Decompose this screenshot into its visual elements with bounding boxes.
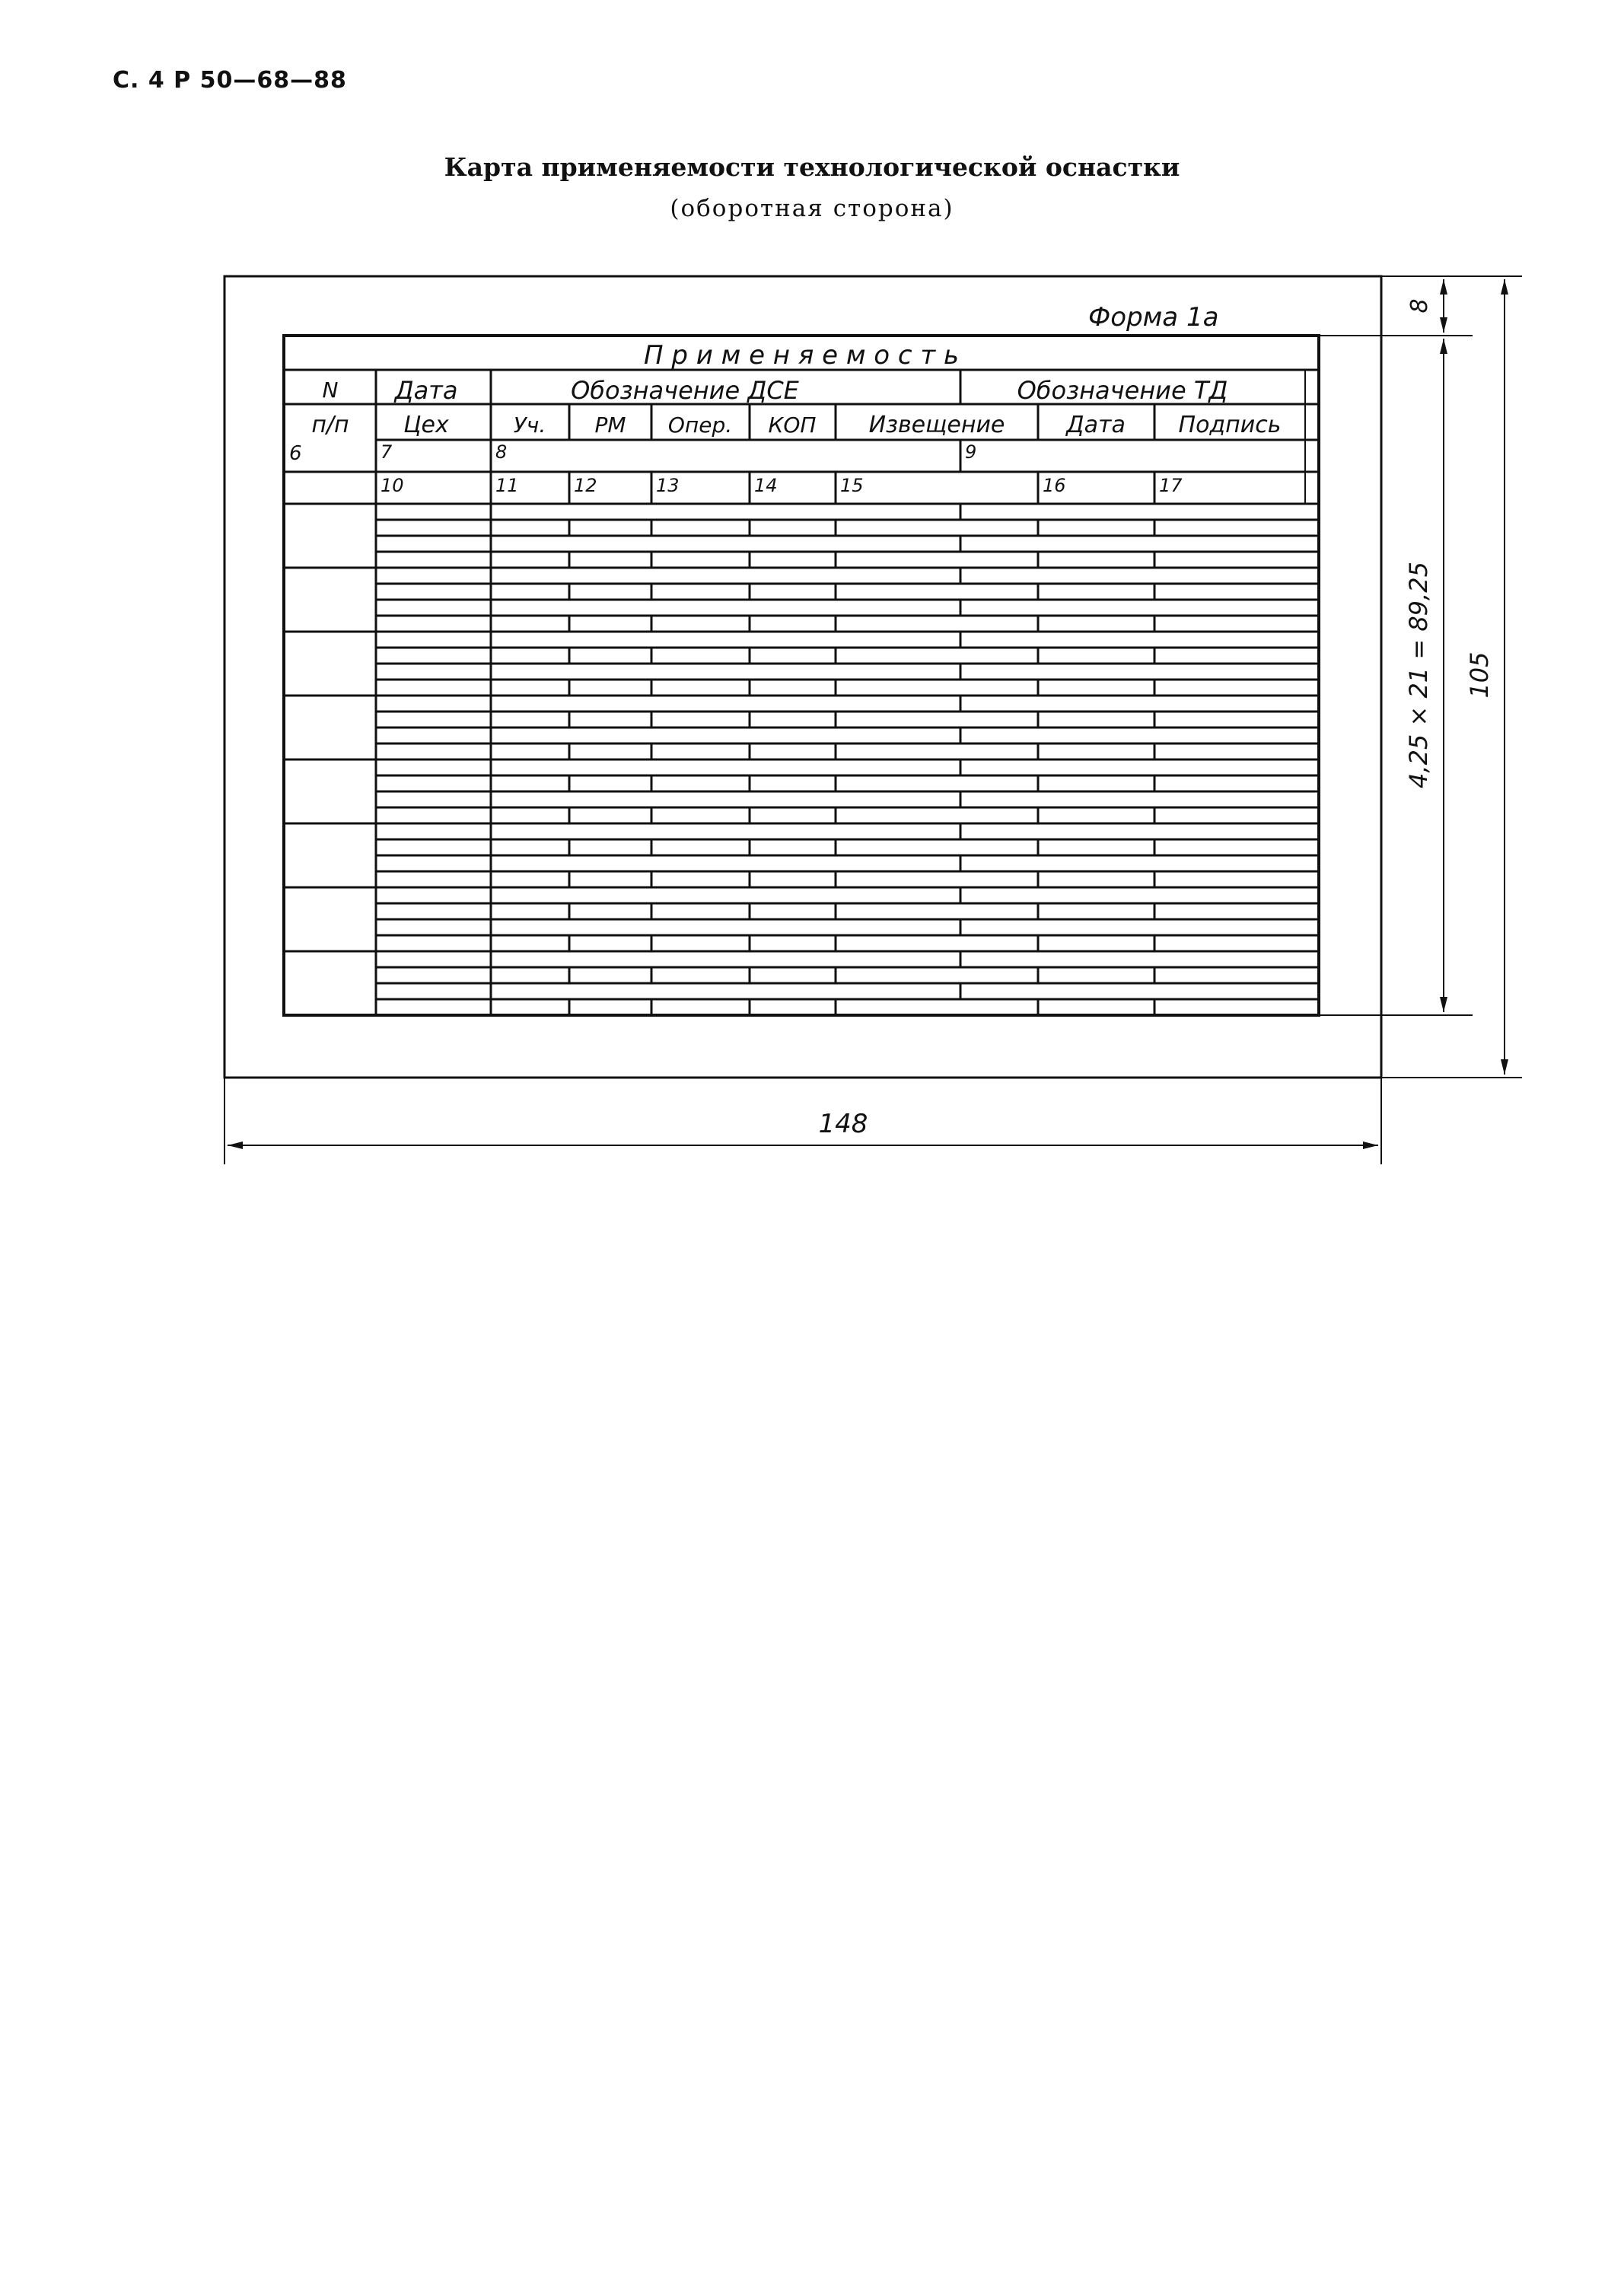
- header-dce: Обозначение ДСЕ: [571, 376, 799, 405]
- blank-entry-rows: [284, 504, 1319, 1015]
- document-subtitle: (оборотная сторона): [670, 195, 954, 222]
- header-signature: Подпись: [1178, 412, 1282, 438]
- dim-width: 148: [818, 1109, 868, 1139]
- field-num-16: 16: [1043, 475, 1066, 496]
- field-num-13: 13: [656, 475, 680, 496]
- dim-rows-formula: 4,25 × 21 = 89,25: [1404, 562, 1433, 788]
- field-num-7: 7: [381, 441, 393, 463]
- header-num-line1: N: [322, 377, 339, 403]
- field-num-15: 15: [840, 475, 864, 496]
- header-num-line2: п/п: [311, 412, 349, 438]
- field-num-8: 8: [495, 441, 508, 463]
- field-num-17: 17: [1159, 475, 1183, 496]
- page-header: С. 4 Р 50—68—88: [113, 67, 347, 94]
- header-date: Дата: [394, 376, 458, 405]
- field-num-10: 10: [381, 475, 404, 496]
- dim-top-margin: 8: [1406, 298, 1433, 314]
- field-num-9: 9: [965, 441, 977, 463]
- table-title: П р и м е н я е м о с т ь: [643, 340, 960, 371]
- form-label: Форма 1а: [1088, 302, 1219, 333]
- field-num-14: 14: [754, 475, 778, 496]
- field-num-11: 11: [495, 475, 519, 496]
- header-uch: Уч.: [513, 412, 546, 438]
- field-num-12: 12: [574, 475, 597, 496]
- header-rm: РМ: [594, 412, 626, 438]
- header-td: Обозначение ТД: [1017, 376, 1228, 405]
- header-oper: Опер.: [667, 412, 733, 438]
- document-title: Карта применяемости технологической оснастки: [444, 152, 1180, 182]
- header-shop: Цех: [403, 412, 449, 438]
- header-kop: КОП: [768, 412, 817, 438]
- field-num-6: 6: [289, 442, 302, 465]
- dim-height: 105: [1465, 651, 1494, 699]
- header-date2: Дата: [1066, 412, 1126, 438]
- header-notice: Извещение: [868, 412, 1005, 438]
